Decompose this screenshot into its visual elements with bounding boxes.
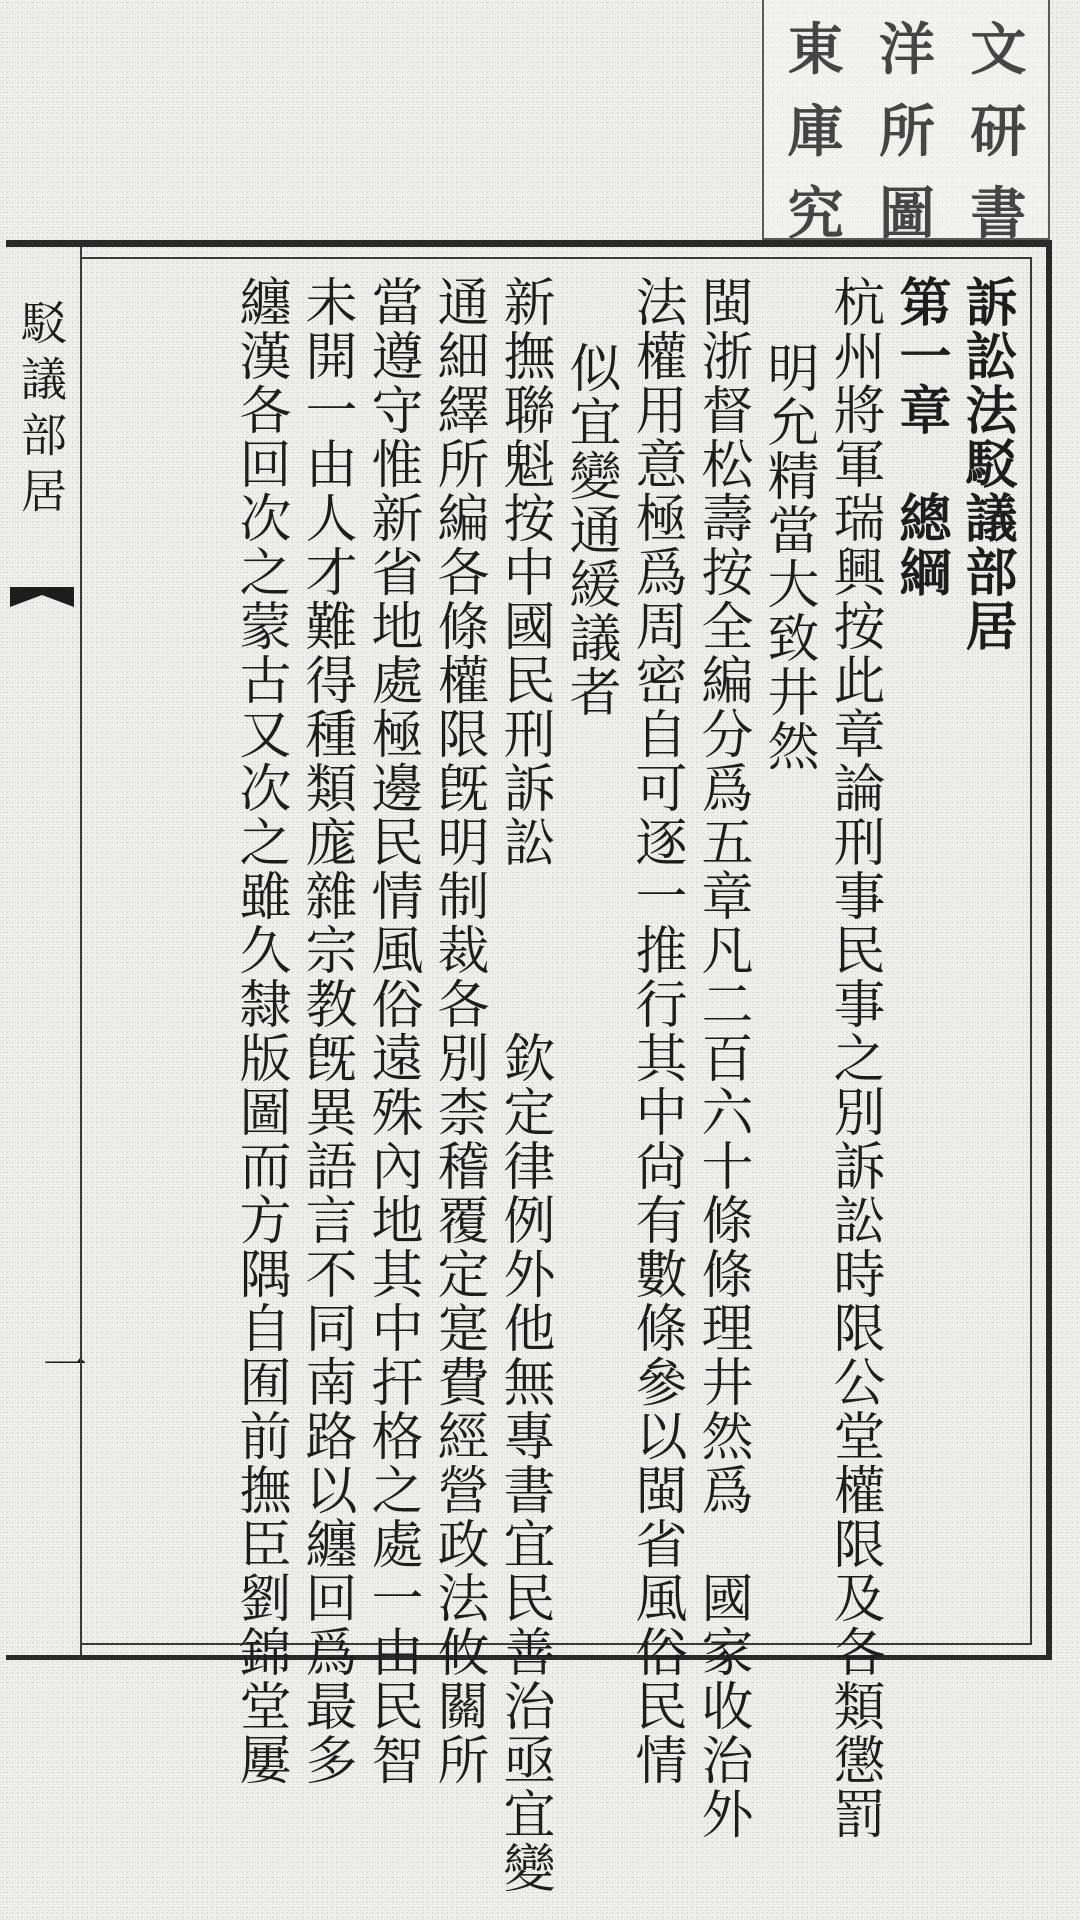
page-frame bbox=[6, 240, 1052, 1895]
seal-char: 書 bbox=[970, 181, 1025, 247]
seal-char: 圖 bbox=[878, 181, 933, 247]
text-column: 第一章 總綱 bbox=[890, 275, 951, 599]
lower-margin bbox=[0, 1670, 1080, 1920]
seal-char: 所 bbox=[878, 99, 933, 165]
text-column: 明允精當大致井然 bbox=[758, 341, 818, 773]
text-column: 纏漢各回次之蒙古又次之雖久隸版圖而方隅自囿前撫臣劉錦堂屢 bbox=[230, 275, 290, 1787]
text-column: 閩浙督松壽按全編分爲五章凡二百六十條條理井然爲 國家收治外 bbox=[692, 275, 752, 1841]
seal-char: 東 bbox=[787, 17, 842, 83]
text-column: 杭州將軍瑞興按此章論刑事民事之別訴訟時限公堂權限及各類懲罰 bbox=[824, 275, 884, 1841]
seal-char: 文 bbox=[970, 17, 1025, 83]
text-column: 通細繹所編各條權限旣明制裁各別柰稽覆定寔費經營政法攸關所 bbox=[428, 275, 488, 1787]
text-column: 未開一由人才難得種類庬雜宗教旣異語言不同南路以纏回爲最多 bbox=[296, 275, 356, 1787]
text-column: 法權用意極爲周密自可逐一推行其中尙有數條參以閩省風俗民情 bbox=[626, 275, 686, 1787]
margin-title: 駁議部居 bbox=[14, 299, 68, 523]
seal-char: 研 bbox=[970, 99, 1025, 165]
seal-char: 究 bbox=[787, 181, 842, 247]
text-column: 似宜變通緩議者 bbox=[560, 341, 620, 719]
page-number: 一 bbox=[35, 1342, 86, 1386]
margin-column bbox=[6, 247, 86, 1655]
text-column: 訴訟法駁議部居 bbox=[956, 275, 1017, 653]
text-column: 當遵守惟新省地處極邊民情風俗遠殊內地其中扞格之處一由民智 bbox=[362, 275, 422, 1787]
seal-char: 洋 bbox=[878, 17, 933, 83]
seal-char: 庫 bbox=[787, 99, 842, 165]
fishtail-mark bbox=[10, 587, 74, 607]
text-column: 新撫聯魁按中國民刑訴訟 欽定律例外他無專書宜民善治亟宜變 bbox=[494, 275, 554, 1895]
text-block bbox=[228, 275, 1018, 1895]
library-seal-stamp bbox=[762, 0, 1050, 247]
